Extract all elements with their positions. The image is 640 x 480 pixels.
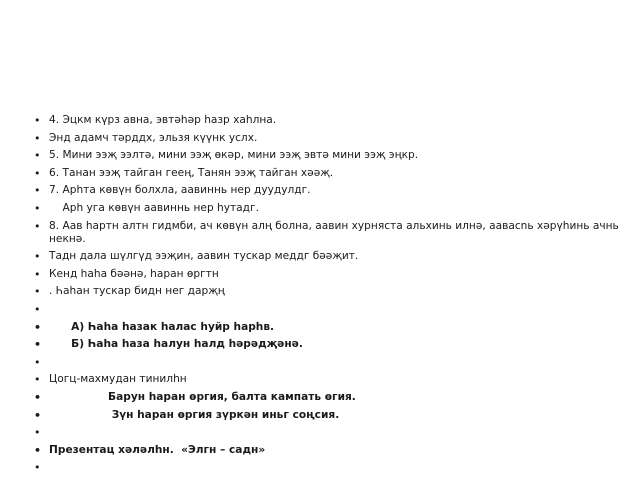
list-item: • 8. Аав һартн алтн гидмби, ач көвүн алң болна, аавин хурняста альхинь илнә, аавасnь хәрүһинь ачнь некнә. bbox=[34, 220, 624, 246]
list-item: • . Һаһан тускар бидн нег дарҗң bbox=[34, 285, 624, 298]
list-item-empty bbox=[34, 356, 624, 369]
list-item: • Презентац хәләлһн. «Элгн – садн» bbox=[34, 444, 624, 457]
list-item: • Зүн һаран өргия зүркән иньг соңсия. bbox=[34, 409, 624, 422]
list-item: • 7. Арһта көвүн болхла, аавиннь нер дуудулдг. bbox=[34, 184, 624, 197]
list-item: • А) Һаһа һазак һалас һуйр һарһв. bbox=[34, 321, 624, 334]
list-item-empty bbox=[34, 426, 624, 439]
list-item: • 5. Мини ээҗ ээлтә, мини ээҗ өкәр, мини ээҗ эвтә мини ээҗ эңкр. bbox=[34, 149, 624, 162]
list-item: • Барун һаран өргия, балта кампать өгия. bbox=[34, 391, 624, 404]
list-item: • Б) Һаһа һаза һалун һалд һәрәдҗәнә. bbox=[34, 338, 624, 351]
list-item-empty bbox=[34, 461, 624, 474]
list-item: • Энд адамч тәрддх, эльзя күүнк услх. bbox=[34, 132, 624, 145]
bullet-list bbox=[34, 114, 624, 479]
list-item: • 4. Эцкм күрз авна, эвтәһәр һазр хаһлна. bbox=[34, 114, 624, 127]
list-item: • Кенд һаһа бәәнә, һаран өргтн bbox=[34, 268, 624, 281]
list-item: • Цогц-махмудан тинилһн bbox=[34, 373, 624, 386]
list-item: • Тадн дала шүлгүд ээҗин, аавин тускар меддг бәәҗит. bbox=[34, 250, 624, 263]
list-item: • 6. Танан ээҗ тайган геең, Танян ээҗ тайган хәәҗ. bbox=[34, 167, 624, 180]
list-item: • Арһ уга көвүн аавиннь нер һутадг. bbox=[34, 202, 624, 215]
list-item-empty bbox=[34, 303, 624, 316]
